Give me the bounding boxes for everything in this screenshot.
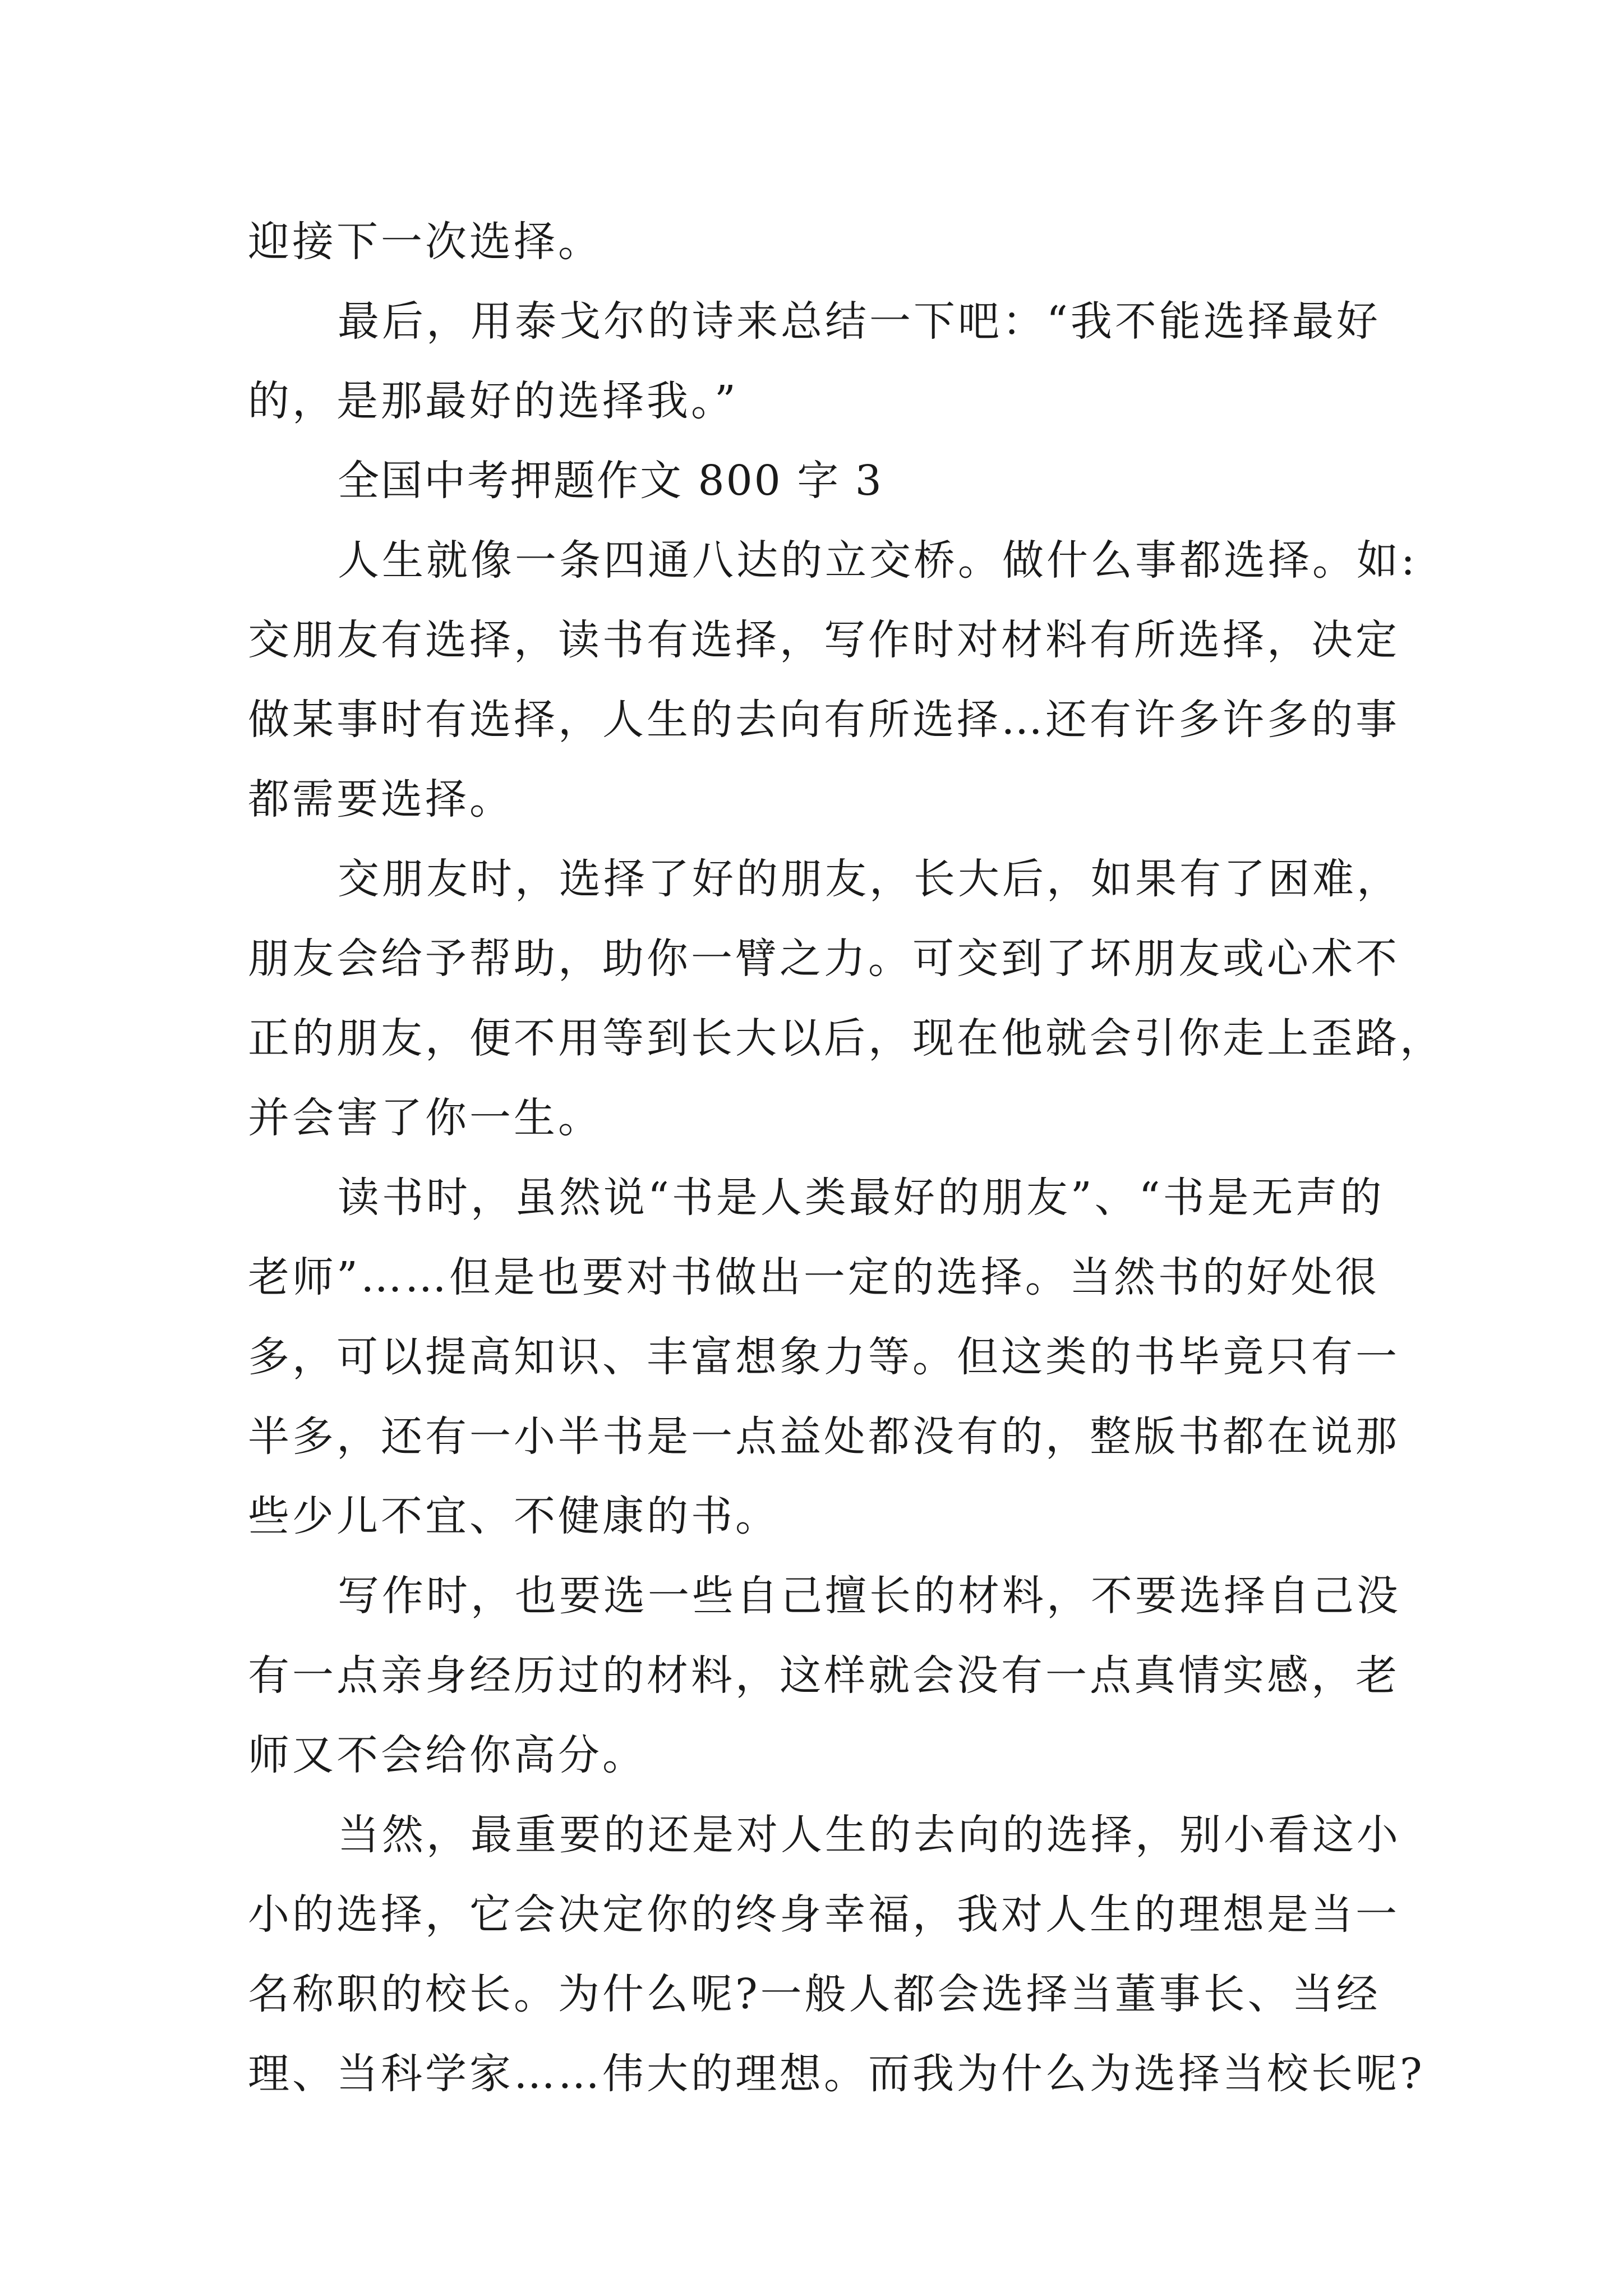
text-line: 写作时，也要选一些自己擅长的材料，不要选择自己没 [338, 1572, 1401, 1620]
text-line: 半多，还有一小半书是一点益处都没有的，整版书都在说那 [248, 1412, 1400, 1461]
text-line: 有一点亲身经历过的材料，这样就会没有一点真情实感，老 [248, 1651, 1400, 1700]
text-line: 交朋友有选择，读书有选择，写作时对材料有所选择，决定 [248, 616, 1400, 664]
text-line: 老师”……但是也要对书做出一定的选择。当然书的好处很 [248, 1253, 1380, 1301]
section-heading: 全国中考押题作文 800 字 3 [338, 457, 883, 505]
text-line: 做某事时有选择，人生的去向有所选择…还有许多许多的事 [248, 696, 1400, 744]
text-line: 名称职的校长。为什么呢?一般人都会选择当董事长、当经 [248, 1970, 1381, 2018]
text-line: 小的选择，它会决定你的终身幸福，我对人生的理想是当一 [248, 1890, 1400, 1939]
body-text [248, 202, 1444, 2114]
text-line: 迎接下一次选择。 [248, 218, 602, 266]
text-line: 交朋友时，选择了好的朋友，长大后，如果有了困难， [338, 855, 1401, 903]
text-line: 当然，最重要的还是对人生的去向的选择，别小看这小 [338, 1811, 1401, 1859]
text-line: 多，可以提高知识、丰富想象力等。但这类的书毕竟只有一 [248, 1333, 1400, 1381]
text-line: 都需要选择。 [248, 775, 514, 823]
text-line: 正的朋友，便不用等到长大以后，现在他就会引你走上歪路， [248, 1014, 1444, 1062]
text-line: 些少儿不宜、不健康的书。 [248, 1492, 780, 1540]
text-line: 读书时，虽然说“书是人类最好的朋友”、“书是无声的 [338, 1174, 1385, 1222]
text-line: 并会害了你一生。 [248, 1094, 602, 1142]
text-line: 最后，用泰戈尔的诗来总结一下吧：“我不能选择最好 [338, 297, 1381, 346]
text-line: 朋友会给予帮助，助你一臂之力。可交到了坏朋友或心术不 [248, 935, 1400, 983]
text-line: 理、当科学家……伟大的理想。而我为什么为选择当校长呢? [248, 2050, 1425, 2098]
text-line: 师又不会给你高分。 [248, 1731, 647, 1779]
text-line: 人生就像一条四通八达的立交桥。做什么事都选择。如: [338, 536, 1418, 585]
text-line: 的，是那最好的选择我。” [248, 377, 739, 425]
